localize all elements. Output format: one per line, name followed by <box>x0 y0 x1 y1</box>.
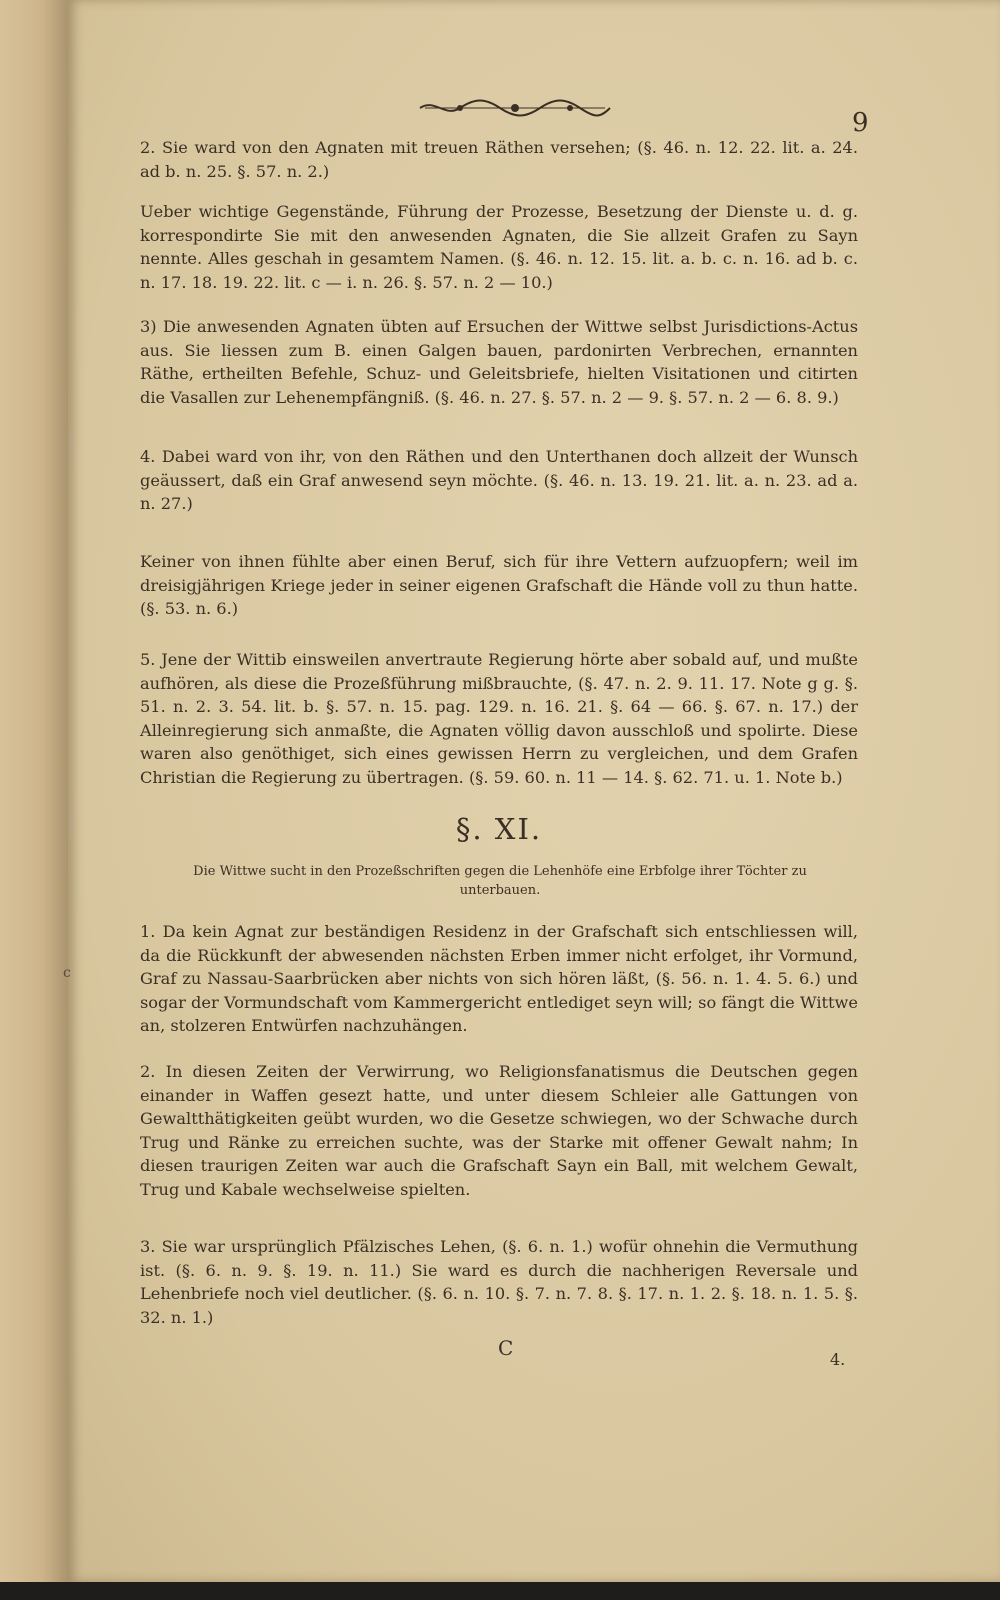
section-heading: §. XI. <box>455 812 543 846</box>
paragraph-4: 4. Dabei ward von ihr, von den Räthen und den Unterthanen doch allzeit der Wunsch geäussert, daß ein Graf anwesend seyn möchte. (§. 46. n. 13. 19. 21. lit. a. n. 23. ad a. n. 27.) <box>140 447 858 513</box>
paragraph-4-continued: Keiner von ihnen fühlte aber einen Beruf, sich für ihre Vettern aufzuopfern; weil im dreisigjährigen Kriege jeder in seiner eigenen Grafschaft die Hände voll zu thun hatte. (§. 53. n. 6.) <box>140 552 858 618</box>
section-summary: Die Wittwe sucht in den Prozeßschriften gegen die Lehenhöfe eine Erbfolge ihrer Töchter zu unterbauen. <box>193 864 807 898</box>
scan-bottom-edge <box>0 1582 1000 1600</box>
catchword: 4. <box>830 1350 846 1369</box>
paragraph-5: 5. Jene der Wittib einsweilen anvertraute Regierung hörte aber sobald auf, und mußte aufhören, als diese die Prozeßführung mißbrauchte, (§. 47. n. 2. 9. 11. 17. Note g g. §. 51. n. 2. 3. 54. lit. b. §. 57. n. 15. pag. 129. n. 16. 21. §. 64 — 66. §. 67. n. 17.) der Alleinregierung sich anmaßte, die Agnaten völlig davon ausschloß und spolirte. Diese waren also genöthiget, sich eines gewissen Herrn zu vergleichen, und dem Grafen Christian die Regierung zu übertragen. (§. 59. 60. n. 11 — 14. §. 62. 71. u. 1. Note b.) <box>140 650 858 787</box>
signature-mark: C <box>498 1336 514 1360</box>
section-paragraph-1: 1. Da kein Agnat zur beständigen Residenz in der Grafschaft sich entschliessen will, da die Rückkunft der abwesenden nächsten Erben immer nicht erfolget, ihr Vormund, Graf zu Nassau-Saarbrücken aber nichts von sich hören läßt, (§. 56. n. 1. 4. 5. 6.) und sogar der Vormundschaft vom Kammergericht entlediget seyn will; so fängt die Wittwe an, stolzeren Entwürfen nachzuhängen. <box>140 922 858 1035</box>
margin-mark: c <box>63 965 71 981</box>
page-number: 9 <box>852 108 869 138</box>
paragraph-2: 2. Sie ward von den Agnaten mit treuen Räthen versehen; (§. 46. n. 12. 22. lit. a. 24. ad b. n. 25. §. 57. n. 2.) <box>140 138 858 181</box>
section-paragraph-2: 2. In diesen Zeiten der Verwirrung, wo Religionsfanatismus die Deutschen gegen einander in Waffen gesezt hatte, und unter diesem Schleier alle Gattungen von Gewaltthätigkeiten geübt wurden, wo die Gesetze schwiegen, wo der Schwache durch Trug und Ränke zu erreichen suchte, was der Starke mit offener Gewalt nahm; In diesen traurigen Zeiten war auch die Grafschaft Sayn ein Ball, mit welchem Gewalt, Trug und Kabale wechselweise spielten. <box>140 1062 858 1199</box>
printers-ornament-icon <box>415 96 615 120</box>
section-paragraph-3: 3. Sie war ursprünglich Pfälzisches Lehen, (§. 6. n. 1.) wofür ohnehin die Vermuthung ist. (§. 6. n. 9. §. 19. n. 11.) Sie ward es durch die nachherigen Reversale und Lehenbriefe noch viel deutlicher. (§. 6. n. 10. §. 7. n. 7. 8. §. 17. n. 1. 2. §. 18. n. 1. 5. §. 32. n. 1.) <box>140 1237 858 1327</box>
book-gutter <box>0 0 70 1600</box>
paragraph-3: 3) Die anwesenden Agnaten übten auf Ersuchen der Wittwe selbst Jurisdictions-Actus aus. Sie liessen zum B. einen Galgen bauen, pardonirten Verbrechen, ernannten Räthe, ertheilten Befehle, Schuz- und Geleitsbriefe, hielten Visitationen und citirten die Vasallen zur Lehenempfängniß. (§. 46. n. 27. §. 57. n. 2 — 9. §. 57. n. 2 — 6. 8. 9.) <box>140 317 858 407</box>
paragraph-2-continued: Ueber wichtige Gegenstände, Führung der Prozesse, Besetzung der Dienste u. d. g. korrespondirte Sie mit den anwesenden Agnaten, die Sie allzeit Grafen zu Sayn nennte. Alles geschah in gesamtem Namen. (§. 46. n. 12. 15. lit. a. b. c. n. 16. ad b. c. n. 17. 18. 19. 22. lit. c — i. n. 26. §. 57. n. 2 — 10.) <box>140 202 858 292</box>
